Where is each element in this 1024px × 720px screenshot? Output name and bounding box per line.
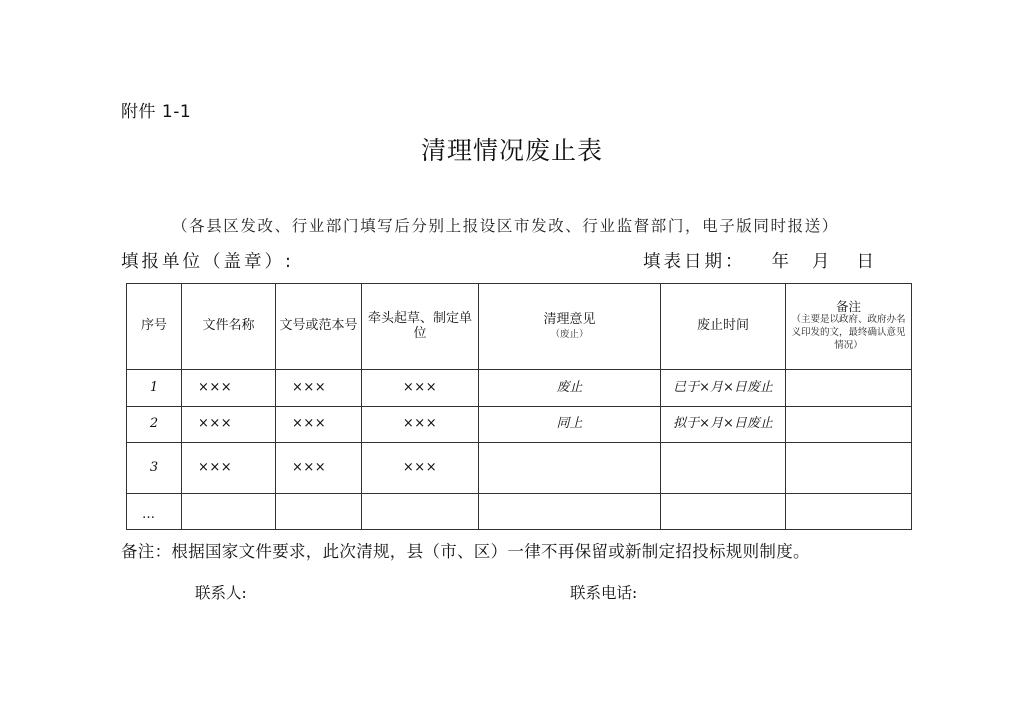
- row-doc-no: ×××: [276, 370, 362, 407]
- contact-person-label: 联系人:: [195, 584, 247, 602]
- row-drafting-unit: [362, 494, 479, 530]
- header-abolish-time: 废止时间: [661, 284, 786, 370]
- fill-unit-label: 填报单位（盖章）:: [121, 252, 294, 272]
- table-row: [127, 494, 912, 530]
- row-doc-no: ×××: [276, 407, 362, 443]
- row-remarks: [786, 370, 912, 407]
- row-abolish-time: [661, 494, 786, 530]
- fill-date-year: 年: [771, 252, 792, 272]
- fill-date-day: 日: [856, 252, 877, 272]
- fill-date: [643, 248, 877, 273]
- row-abolish-time: [661, 443, 786, 494]
- row-remarks: [786, 494, 912, 530]
- row-doc-no: ×××: [276, 443, 362, 494]
- row-drafting-unit: ×××: [362, 443, 479, 494]
- submission-note: （各县区发改、行业部门填写后分别上报设区市发改、行业监督部门，电子版同时报送）: [172, 217, 839, 235]
- row-abolish-time: 已于×月×日废止: [661, 370, 786, 407]
- header-cleanup-opinion: [479, 284, 661, 370]
- header-remarks-note: （主要是以政府、政府办名义印发的文，最终确认意见情况）: [791, 314, 906, 352]
- row-opinion: [479, 443, 661, 494]
- header-remarks: [786, 284, 912, 370]
- row-seq: 2: [127, 407, 182, 443]
- contact-phone-label: 联系电话:: [570, 584, 638, 602]
- table-row: [127, 443, 912, 494]
- cleanup-table: [126, 283, 912, 530]
- row-seq: 1: [127, 370, 182, 407]
- row-abolish-time: 拟于×月×日废止: [661, 407, 786, 443]
- bottom-remark: 备注：根据国家文件要求，此次清规，县（市、区）一律不再保留或新制定招投标规则制度。: [121, 542, 810, 561]
- row-seq: …: [127, 494, 182, 530]
- row-drafting-unit: ×××: [362, 407, 479, 443]
- document-title: 清理情况废止表: [420, 136, 603, 165]
- row-opinion: 同上: [479, 407, 661, 443]
- table-row: [127, 370, 912, 407]
- row-doc-name: [182, 494, 276, 530]
- row-remarks: [786, 443, 912, 494]
- fill-date-month: 月: [812, 252, 833, 272]
- row-opinion: 废止: [479, 370, 661, 407]
- header-drafting-unit: 牵头起草、制定单位: [362, 284, 479, 370]
- row-doc-name: ×××: [182, 443, 276, 494]
- annex-label: 附件 1-1: [121, 102, 192, 122]
- header-doc-no: 文号或范本号: [276, 284, 362, 370]
- row-opinion: [479, 494, 661, 530]
- row-doc-no: [276, 494, 362, 530]
- table-header-row: [127, 284, 912, 370]
- header-seq: 序号: [127, 284, 182, 370]
- header-cleanup-opinion-note: （废止）: [550, 328, 589, 340]
- row-doc-name: ×××: [182, 407, 276, 443]
- fill-date-label: 填表日期：: [643, 252, 746, 272]
- header-remarks-label: 备注: [835, 299, 861, 315]
- table-row: [127, 407, 912, 443]
- header-cleanup-opinion-label: 清理意见: [543, 311, 596, 327]
- header-doc-name: 文件名称: [182, 284, 276, 370]
- row-doc-name: ×××: [182, 370, 276, 407]
- row-drafting-unit: ×××: [362, 370, 479, 407]
- row-seq: 3: [127, 443, 182, 494]
- row-remarks: [786, 407, 912, 443]
